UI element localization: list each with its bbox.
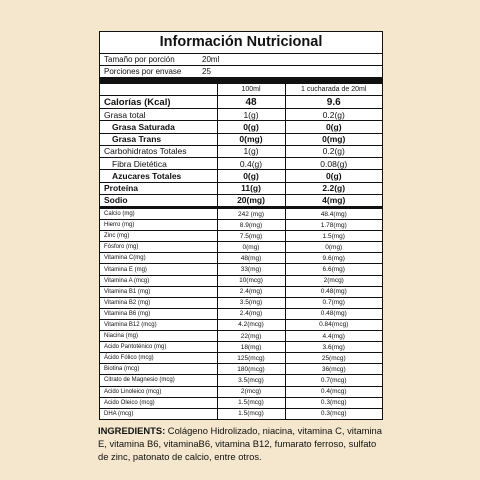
nutrient-row	[100, 96, 382, 109]
nutrient-label: Biotina (mcg)	[100, 364, 217, 375]
value-100ml: 1(g)	[217, 109, 285, 121]
value-serving: 0(mg)	[285, 133, 382, 145]
nutrient-row	[100, 145, 382, 157]
value-serving: 48.4(mg)	[285, 209, 382, 220]
nutrient-label: Fósforo (mg)	[100, 242, 217, 253]
value-serving: 25(mcg)	[285, 353, 382, 364]
micronutrient-row	[100, 364, 382, 375]
value-100ml: 2.4(mg)	[217, 308, 285, 319]
value-serving: 2(mcg)	[285, 275, 382, 286]
micronutrient-row	[100, 386, 382, 397]
value-serving: 1.78(mg)	[285, 220, 382, 231]
nutrient-label: Azucares Totales	[100, 170, 217, 182]
nutrient-label: Zinc (mg)	[100, 231, 217, 242]
micronutrient-row	[100, 297, 382, 308]
micronutrient-row	[100, 209, 382, 220]
value-100ml: 0(mg)	[217, 242, 285, 253]
nutrient-row	[100, 194, 382, 206]
value-serving: 9.6	[285, 96, 382, 109]
value-serving: 2.2(g)	[285, 182, 382, 194]
value-100ml: 2.4(mg)	[217, 286, 285, 297]
value-100ml: 7.5(mg)	[217, 231, 285, 242]
value-serving: 1.5(mg)	[285, 231, 382, 242]
column-header-blank	[100, 84, 217, 96]
value-serving: 6.6(mg)	[285, 264, 382, 275]
value-serving: 3.6(mg)	[285, 342, 382, 353]
value-100ml: 22(mg)	[217, 331, 285, 342]
nutrient-row	[100, 170, 382, 182]
nutrient-row	[100, 109, 382, 121]
serving-size-row	[100, 54, 382, 66]
value-100ml: 180(mcg)	[217, 364, 285, 375]
nutrient-label: Acido Pantoténico (mg)	[100, 342, 217, 353]
value-serving: 0(mg)	[285, 242, 382, 253]
value-100ml: 33(mg)	[217, 264, 285, 275]
value-100ml: 0.4(g)	[217, 158, 285, 170]
nutrient-label: Grasa total	[100, 109, 217, 121]
ingredients-heading: INGREDIENTS:	[98, 425, 166, 436]
serving-size-value: 20ml	[202, 55, 220, 64]
value-100ml: 1(g)	[217, 145, 285, 157]
servings-per-container-label: Porciones por envase	[104, 67, 182, 76]
nutrient-label: Fibra Dietética	[100, 158, 217, 170]
value-100ml: 11(g)	[217, 182, 285, 194]
nutrient-label: Vitamina B2 (mg)	[100, 297, 217, 308]
nutrient-row	[100, 158, 382, 170]
value-serving: 0.08(g)	[285, 158, 382, 170]
micronutrient-row	[100, 319, 382, 330]
value-serving: 36(mcg)	[285, 364, 382, 375]
value-100ml: 2(mcg)	[217, 386, 285, 397]
nutrient-label: Grasa Saturada	[100, 121, 217, 133]
micronutrient-row	[100, 331, 382, 342]
value-serving: 0.3(mcg)	[285, 408, 382, 419]
value-100ml: 20(mg)	[217, 194, 285, 206]
nutrient-label: Calorías (Kcal)	[100, 96, 217, 109]
nutrition-facts-panel	[99, 31, 383, 420]
value-100ml: 8.9(mg)	[217, 220, 285, 231]
nutrient-label: Proteína	[100, 182, 217, 194]
value-serving: 0(g)	[285, 170, 382, 182]
value-100ml: 10(mcg)	[217, 275, 285, 286]
value-100ml: 0(mg)	[217, 133, 285, 145]
value-serving: 0(g)	[285, 121, 382, 133]
value-100ml: 1.5(mcg)	[217, 397, 285, 408]
value-serving: 0.48(mg)	[285, 308, 382, 319]
nutrient-label: Hierro (mg)	[100, 220, 217, 231]
micronutrient-row	[100, 308, 382, 319]
nutrient-label: Vitamina C(mg)	[100, 253, 217, 264]
value-100ml: 48(mg)	[217, 253, 285, 264]
micronutrient-row	[100, 275, 382, 286]
value-serving: 0.7(mg)	[285, 297, 382, 308]
nutrient-label: Vitamina E (mg)	[100, 264, 217, 275]
micronutrient-row	[100, 231, 382, 242]
nutrient-row	[100, 121, 382, 133]
nutrient-label: Acido Linoleico (mcg)	[100, 386, 217, 397]
value-100ml: 242 (mg)	[217, 209, 285, 220]
ingredients-text	[98, 424, 384, 463]
panel-title: Información Nutricional	[100, 32, 382, 54]
nutrient-label: Carbohidratos Totales	[100, 145, 217, 157]
value-100ml: 125(mcg)	[217, 353, 285, 364]
value-serving: 9.6(mg)	[285, 253, 382, 264]
value-100ml: 1.5(mcg)	[217, 408, 285, 419]
value-serving: 0.48(mg)	[285, 286, 382, 297]
micronutrient-row	[100, 253, 382, 264]
micronutrient-row	[100, 408, 382, 419]
value-serving: 0.7(mcg)	[285, 375, 382, 386]
nutrient-label: Sodio	[104, 195, 128, 206]
nutrient-table	[100, 84, 382, 206]
column-header-serving: 1 cucharada de 20ml	[285, 84, 382, 96]
value-100ml: 3.5(mcg)	[217, 375, 285, 386]
value-serving: 0.84(mcg)	[285, 319, 382, 330]
value-serving: 4(mg)	[285, 194, 382, 206]
nutrient-row	[100, 182, 382, 194]
value-serving: 0.4(mcg)	[285, 386, 382, 397]
nutrient-label: Calcio (mg)	[100, 209, 217, 220]
nutrient-label: Grasa Trans	[100, 133, 217, 145]
value-serving: 0.2(g)	[285, 109, 382, 121]
servings-per-container-row	[100, 66, 382, 78]
value-100ml: 48	[217, 96, 285, 109]
micronutrient-row	[100, 342, 382, 353]
nutrient-label: Citrato de Magnesio (mcg)	[100, 375, 217, 386]
column-header-100ml: 100ml	[217, 84, 285, 96]
micronutrient-row	[100, 397, 382, 408]
value-serving: 4.4(mg)	[285, 331, 382, 342]
micronutrient-table	[100, 209, 382, 419]
micronutrient-row	[100, 353, 382, 364]
value-100ml: 0(g)	[217, 121, 285, 133]
servings-per-container-value: 25	[202, 67, 211, 76]
value-100ml: 0(g)	[217, 170, 285, 182]
value-serving: 0.3(mcg)	[285, 397, 382, 408]
micronutrient-row	[100, 286, 382, 297]
nutrient-label: Acido Oleico (mcg)	[100, 397, 217, 408]
micronutrient-row	[100, 242, 382, 253]
nutrient-label: Ácido Fólico (mcg)	[100, 353, 217, 364]
nutrient-label: Vitamina A (mcg)	[100, 275, 217, 286]
column-header-row	[100, 84, 382, 96]
nutrient-label: Vitamina B12 (mcg)	[100, 319, 217, 330]
nutrient-label: DHA (mcg)	[104, 410, 134, 417]
value-100ml: 3.5(mg)	[217, 297, 285, 308]
value-100ml: 18(mg)	[217, 342, 285, 353]
micronutrient-row	[100, 220, 382, 231]
value-100ml: 4.2(mcg)	[217, 319, 285, 330]
serving-size-label: Tamaño por porción	[104, 55, 175, 64]
nutrient-row	[100, 133, 382, 145]
nutrient-label: Vitamina B6 (mg)	[100, 308, 217, 319]
micronutrient-row	[100, 264, 382, 275]
nutrient-label: Vitamina B1 (mg)	[100, 286, 217, 297]
nutrient-label: Niacina (mg)	[100, 331, 217, 342]
value-serving: 0.2(g)	[285, 145, 382, 157]
ingredients-list: Colágeno Hidrolizado, niacina, vitamina C, vitamina E, vitamina B6, vitaminaB6, vitamina B12, fumarato ferroso, sulfato de zinc, patonato de calcio, entre otros.	[98, 425, 382, 462]
micronutrient-row	[100, 375, 382, 386]
